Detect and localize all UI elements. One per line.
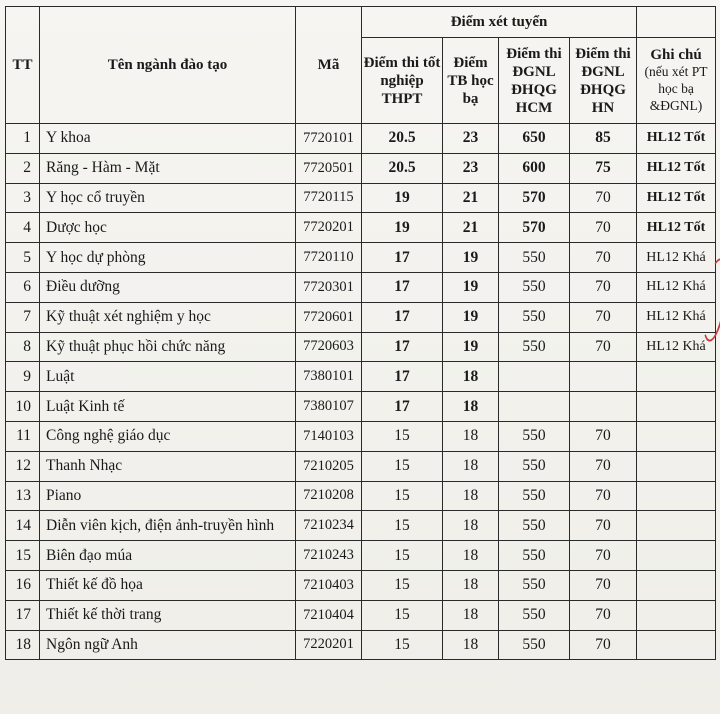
table-row bbox=[6, 124, 716, 154]
score-dgnl-hn: 70 bbox=[570, 302, 637, 332]
row-index: 2 bbox=[6, 153, 40, 183]
score-dgnl-hcm: 550 bbox=[499, 421, 570, 451]
score-dgnl-hn: 70 bbox=[570, 213, 637, 243]
program-name: Piano bbox=[40, 481, 296, 511]
header-dgnl-hcm: Điểm thi ĐGNL ĐHQG HCM bbox=[499, 38, 570, 124]
table-row bbox=[6, 332, 716, 362]
score-dgnl-hn bbox=[570, 362, 637, 392]
score-thpt: 17 bbox=[362, 243, 443, 273]
note: HL12 Tốt bbox=[637, 183, 716, 213]
table-row bbox=[6, 183, 716, 213]
program-code: 7720301 bbox=[296, 272, 362, 302]
program-code: 7210234 bbox=[296, 511, 362, 541]
note bbox=[637, 481, 716, 511]
note bbox=[637, 600, 716, 630]
score-hocba: 18 bbox=[443, 541, 499, 571]
note: HL12 Khá bbox=[637, 272, 716, 302]
header-note-spacer bbox=[637, 7, 716, 38]
note bbox=[637, 451, 716, 481]
row-index: 6 bbox=[6, 272, 40, 302]
header-note bbox=[637, 38, 716, 124]
program-name: Răng - Hàm - Mặt bbox=[40, 153, 296, 183]
table-row bbox=[6, 243, 716, 273]
table-row bbox=[6, 153, 716, 183]
score-thpt: 15 bbox=[362, 481, 443, 511]
program-name: Diễn viên kịch, điện ảnh-truyền hình bbox=[40, 511, 296, 541]
row-index: 18 bbox=[6, 630, 40, 660]
score-hocba: 21 bbox=[443, 183, 499, 213]
program-code: 7210243 bbox=[296, 541, 362, 571]
program-name: Luật bbox=[40, 362, 296, 392]
table-row bbox=[6, 481, 716, 511]
program-name: Ngôn ngữ Anh bbox=[40, 630, 296, 660]
score-dgnl-hcm: 550 bbox=[499, 332, 570, 362]
score-thpt: 19 bbox=[362, 213, 443, 243]
program-code: 7210208 bbox=[296, 481, 362, 511]
program-code: 7720501 bbox=[296, 153, 362, 183]
score-dgnl-hcm: 550 bbox=[499, 302, 570, 332]
score-dgnl-hn: 70 bbox=[570, 630, 637, 660]
program-code: 7720201 bbox=[296, 213, 362, 243]
program-code: 7720601 bbox=[296, 302, 362, 332]
score-dgnl-hn: 70 bbox=[570, 541, 637, 571]
score-dgnl-hn: 70 bbox=[570, 600, 637, 630]
row-index: 12 bbox=[6, 451, 40, 481]
program-name: Kỹ thuật xét nghiệm y học bbox=[40, 302, 296, 332]
score-dgnl-hcm: 570 bbox=[499, 183, 570, 213]
score-dgnl-hcm bbox=[499, 362, 570, 392]
score-hocba: 19 bbox=[443, 272, 499, 302]
note bbox=[637, 630, 716, 660]
note: HL12 Tốt bbox=[637, 153, 716, 183]
note bbox=[637, 541, 716, 571]
program-name: Dược học bbox=[40, 213, 296, 243]
score-thpt: 15 bbox=[362, 630, 443, 660]
note: HL12 Khá bbox=[637, 243, 716, 273]
row-index: 7 bbox=[6, 302, 40, 332]
score-thpt: 19 bbox=[362, 183, 443, 213]
note bbox=[637, 421, 716, 451]
score-dgnl-hcm: 550 bbox=[499, 511, 570, 541]
score-hocba: 18 bbox=[443, 481, 499, 511]
score-thpt: 17 bbox=[362, 362, 443, 392]
program-name: Y học cổ truyền bbox=[40, 183, 296, 213]
program-code: 7380101 bbox=[296, 362, 362, 392]
score-dgnl-hcm: 550 bbox=[499, 481, 570, 511]
score-thpt: 15 bbox=[362, 570, 443, 600]
program-code: 7210403 bbox=[296, 570, 362, 600]
score-dgnl-hcm: 550 bbox=[499, 243, 570, 273]
header-note-title: Ghi chú bbox=[650, 47, 702, 64]
row-index: 11 bbox=[6, 421, 40, 451]
table-row bbox=[6, 302, 716, 332]
program-code: 7720115 bbox=[296, 183, 362, 213]
program-code: 7720101 bbox=[296, 124, 362, 154]
table-row bbox=[6, 630, 716, 660]
header-dgnl-hn: Điểm thi ĐGNL ĐHQG HN bbox=[570, 38, 637, 124]
program-code: 7220201 bbox=[296, 630, 362, 660]
score-thpt: 17 bbox=[362, 272, 443, 302]
table-row bbox=[6, 213, 716, 243]
row-index: 10 bbox=[6, 392, 40, 422]
score-hocba: 18 bbox=[443, 421, 499, 451]
score-thpt: 20.5 bbox=[362, 153, 443, 183]
program-name: Thanh Nhạc bbox=[40, 451, 296, 481]
program-code: 7210205 bbox=[296, 451, 362, 481]
program-name: Y khoa bbox=[40, 124, 296, 154]
score-dgnl-hn: 70 bbox=[570, 570, 637, 600]
score-dgnl-hcm: 550 bbox=[499, 272, 570, 302]
score-dgnl-hn: 70 bbox=[570, 332, 637, 362]
header-hocba: Điểm TB học bạ bbox=[443, 38, 499, 124]
score-thpt: 20.5 bbox=[362, 124, 443, 154]
table-row bbox=[6, 392, 716, 422]
score-dgnl-hcm: 550 bbox=[499, 570, 570, 600]
program-name: Y học dự phòng bbox=[40, 243, 296, 273]
score-dgnl-hn: 70 bbox=[570, 451, 637, 481]
row-index: 4 bbox=[6, 213, 40, 243]
header-note-sub: (nếu xét PT học bạ &ĐGNL) bbox=[644, 64, 708, 113]
header-tt: TT bbox=[6, 7, 40, 124]
score-hocba: 18 bbox=[443, 451, 499, 481]
note: HL12 Khá bbox=[637, 332, 716, 362]
score-dgnl-hcm: 600 bbox=[499, 153, 570, 183]
row-index: 13 bbox=[6, 481, 40, 511]
score-dgnl-hcm: 570 bbox=[499, 213, 570, 243]
row-index: 5 bbox=[6, 243, 40, 273]
header-program-name: Tên ngành đào tạo bbox=[40, 7, 296, 124]
score-dgnl-hn: 85 bbox=[570, 124, 637, 154]
note bbox=[637, 511, 716, 541]
score-hocba: 18 bbox=[443, 630, 499, 660]
program-code: 7720110 bbox=[296, 243, 362, 273]
program-code: 7720603 bbox=[296, 332, 362, 362]
program-name: Điều dưỡng bbox=[40, 272, 296, 302]
score-hocba: 23 bbox=[443, 124, 499, 154]
score-dgnl-hcm bbox=[499, 392, 570, 422]
score-hocba: 21 bbox=[443, 213, 499, 243]
program-name: Biên đạo múa bbox=[40, 541, 296, 571]
row-index: 17 bbox=[6, 600, 40, 630]
program-code: 7380107 bbox=[296, 392, 362, 422]
table-row bbox=[6, 570, 716, 600]
score-dgnl-hn: 70 bbox=[570, 511, 637, 541]
note bbox=[637, 392, 716, 422]
score-thpt: 15 bbox=[362, 511, 443, 541]
table-body bbox=[6, 124, 716, 660]
program-name: Thiết kế thời trang bbox=[40, 600, 296, 630]
program-name: Kỹ thuật phục hồi chức năng bbox=[40, 332, 296, 362]
note: HL12 Khá bbox=[637, 302, 716, 332]
program-code: 7210404 bbox=[296, 600, 362, 630]
score-dgnl-hcm: 550 bbox=[499, 451, 570, 481]
score-thpt: 15 bbox=[362, 451, 443, 481]
note bbox=[637, 362, 716, 392]
row-index: 9 bbox=[6, 362, 40, 392]
score-hocba: 19 bbox=[443, 302, 499, 332]
score-hocba: 23 bbox=[443, 153, 499, 183]
score-hocba: 18 bbox=[443, 511, 499, 541]
score-dgnl-hcm: 550 bbox=[499, 541, 570, 571]
header-score-group: Điểm xét tuyển bbox=[362, 7, 637, 38]
table-row bbox=[6, 272, 716, 302]
score-thpt: 15 bbox=[362, 541, 443, 571]
table-row bbox=[6, 511, 716, 541]
row-index: 1 bbox=[6, 124, 40, 154]
score-thpt: 17 bbox=[362, 392, 443, 422]
note: HL12 Tốt bbox=[637, 213, 716, 243]
row-index: 14 bbox=[6, 511, 40, 541]
table-row bbox=[6, 541, 716, 571]
table-row bbox=[6, 362, 716, 392]
note: HL12 Tốt bbox=[637, 124, 716, 154]
score-hocba: 18 bbox=[443, 362, 499, 392]
score-dgnl-hcm: 650 bbox=[499, 124, 570, 154]
score-hocba: 19 bbox=[443, 243, 499, 273]
score-dgnl-hcm: 550 bbox=[499, 630, 570, 660]
score-dgnl-hn: 70 bbox=[570, 272, 637, 302]
row-index: 8 bbox=[6, 332, 40, 362]
score-hocba: 18 bbox=[443, 600, 499, 630]
score-dgnl-hn: 70 bbox=[570, 421, 637, 451]
score-thpt: 15 bbox=[362, 600, 443, 630]
program-code: 7140103 bbox=[296, 421, 362, 451]
row-index: 3 bbox=[6, 183, 40, 213]
score-thpt: 17 bbox=[362, 332, 443, 362]
header-code: Mã bbox=[296, 7, 362, 124]
table-row bbox=[6, 451, 716, 481]
score-dgnl-hcm: 550 bbox=[499, 600, 570, 630]
table-row bbox=[6, 600, 716, 630]
row-index: 15 bbox=[6, 541, 40, 571]
program-name: Luật Kinh tế bbox=[40, 392, 296, 422]
program-name: Thiết kế đồ họa bbox=[40, 570, 296, 600]
row-index: 16 bbox=[6, 570, 40, 600]
score-dgnl-hn: 70 bbox=[570, 243, 637, 273]
header-thpt: Điểm thi tốt nghiệp THPT bbox=[362, 38, 443, 124]
score-dgnl-hn bbox=[570, 392, 637, 422]
note bbox=[637, 570, 716, 600]
score-thpt: 17 bbox=[362, 302, 443, 332]
admission-score-table bbox=[5, 6, 716, 660]
score-hocba: 18 bbox=[443, 392, 499, 422]
table-row bbox=[6, 421, 716, 451]
score-thpt: 15 bbox=[362, 421, 443, 451]
score-dgnl-hn: 75 bbox=[570, 153, 637, 183]
score-hocba: 18 bbox=[443, 570, 499, 600]
score-dgnl-hn: 70 bbox=[570, 481, 637, 511]
score-dgnl-hn: 70 bbox=[570, 183, 637, 213]
program-name: Công nghệ giáo dục bbox=[40, 421, 296, 451]
score-hocba: 19 bbox=[443, 332, 499, 362]
